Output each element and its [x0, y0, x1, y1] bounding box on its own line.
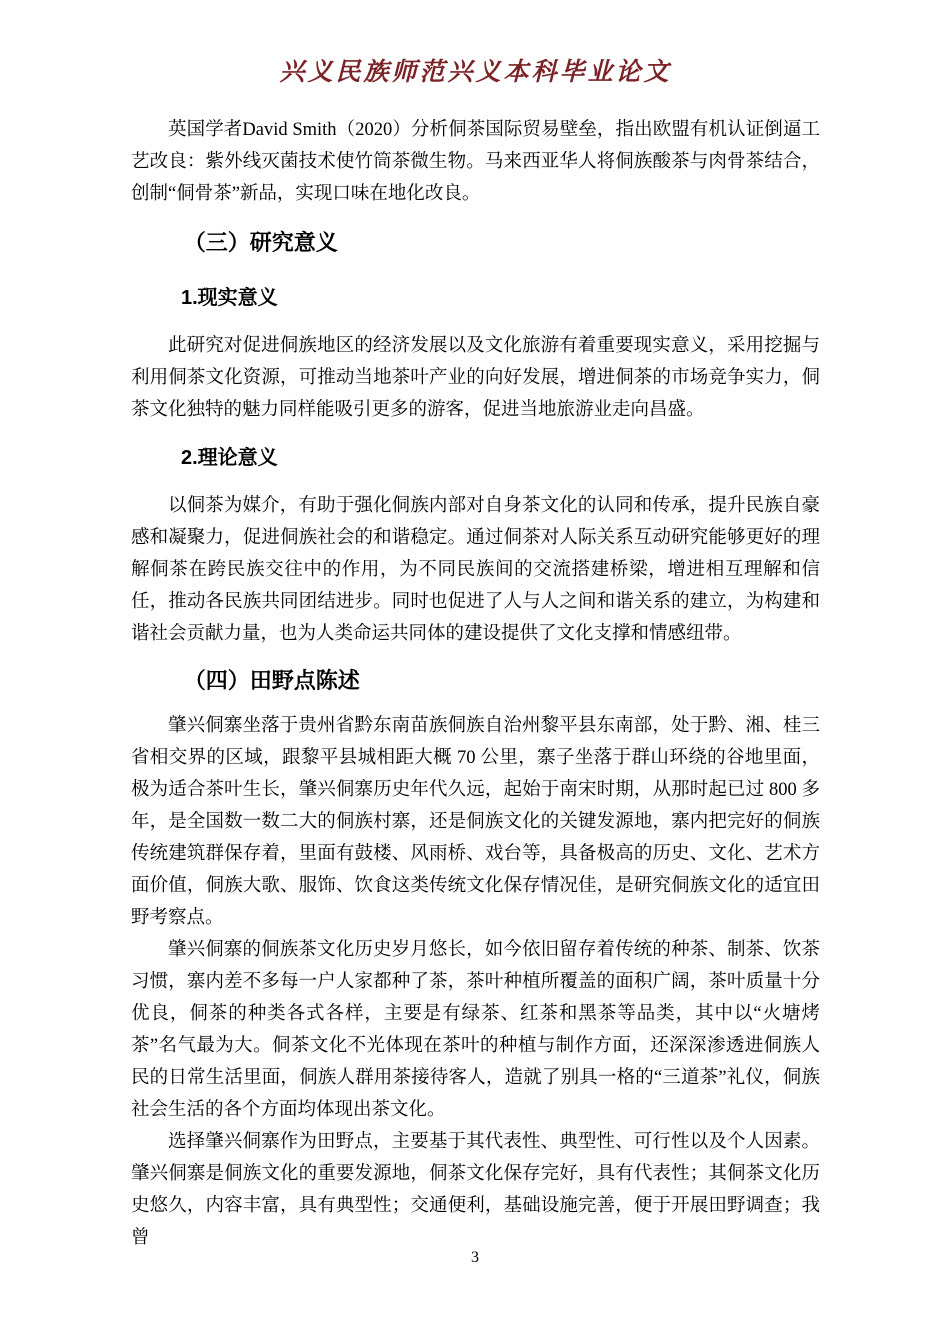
section-heading-three: （三）研究意义	[183, 230, 338, 255]
paragraph-intro: 英国学者David Smith（2020）分析侗茶国际贸易壁垒，指出欧盟有机认证倒逼工艺改良：紫外线灭菌技术使竹筒茶微生物。马来西亚华人将侗族酸茶与肉骨茶结合，创制“侗骨茶”新品，实现口味在地化改良。	[131, 120, 820, 204]
paragraph-field-site-1: 肇兴侗寨坐落于贵州省黔东南苗族侗族自治州黎平县东南部，处于黔、湘、桂三省相交界的区域，跟黎平县城相距大概 70 公里，寨子坐落于群山环绕的谷地里面，极为适合茶叶生长，肇兴侗寨历史年代久远，起始于南宋时期，从那时起已过 800 多年，是全国数一数二大的侗族村寨，还是侗族文化的关键发源地，寨内把完好的侗族传统建筑群保存着，里面有鼓楼、风雨桥、戏台等，具备极高的历史、文化、艺术方面价值，侗族大歌、服饰、饮食这类传统文化保存情况佳，是研究侗族文化的适宜田野考察点。	[131, 716, 820, 928]
paragraph-theoretical-significance: 以侗茶为媒介，有助于强化侗族内部对自身茶文化的认同和传承，提升民族自豪感和凝聚力，促进侗族社会的和谐稳定。通过侗茶对人际关系互动研究能够更好的理解侗茶在跨民族交往中的作用，为不同民族间的交流搭建桥梁，增进相互理解和信任，推动各民族共同团结进步。同时也促进了人与人之间和谐关系的建立，为构建和谐社会贡献力量，也为人类命运共同体的建设提供了文化支撑和情感纽带。	[131, 496, 820, 644]
page-number: 3	[471, 1249, 479, 1266]
paragraph-field-site-3: 选择肇兴侗寨作为田野点，主要基于其代表性、典型性、可行性以及个人因素。肇兴侗寨是侗族文化的重要发源地，侗茶文化保存完好，具有代表性；其侗茶文化历史悠久，内容丰富，具有典型性；交通便利，基础设施完善，便于开展田野调查；我曾	[131, 1132, 820, 1248]
thesis-header-title: 兴义民族师范兴义本科毕业论文	[279, 59, 672, 86]
sub-heading-practical: 1.现实意义	[181, 287, 278, 309]
section-heading-four: （四）田野点陈述	[183, 668, 360, 693]
paragraph-practical-significance: 此研究对促进侗族地区的经济发展以及文化旅游有着重要现实意义，采用挖掘与利用侗茶文化资源，可推动当地茶叶产业的向好发展，增进侗茶的市场竞争实力，侗茶文化独特的魅力同样能吸引更多的游客，促进当地旅游业走向昌盛。	[131, 336, 820, 420]
paragraph-field-site-2: 肇兴侗寨的侗族茶文化历史岁月悠长，如今依旧留存着传统的种茶、制茶、饮茶习惯，寨内差不多每一户人家都种了茶，茶叶种植所覆盖的面积广阔，茶叶质量十分优良，侗茶的种类各式各样，主要是有绿茶、红茶和黑茶等品类，其中以“火塘烤茶”名气最为大。侗茶文化不光体现在茶叶的种植与制作方面，还深深渗透进侗族人民的日常生活里面，侗族人群用茶接待客人，造就了别具一格的“三道茶”礼仪，侗族社会生活的各个方面均体现出茶文化。	[131, 940, 820, 1120]
sub-heading-theoretical: 2.理论意义	[181, 447, 278, 469]
